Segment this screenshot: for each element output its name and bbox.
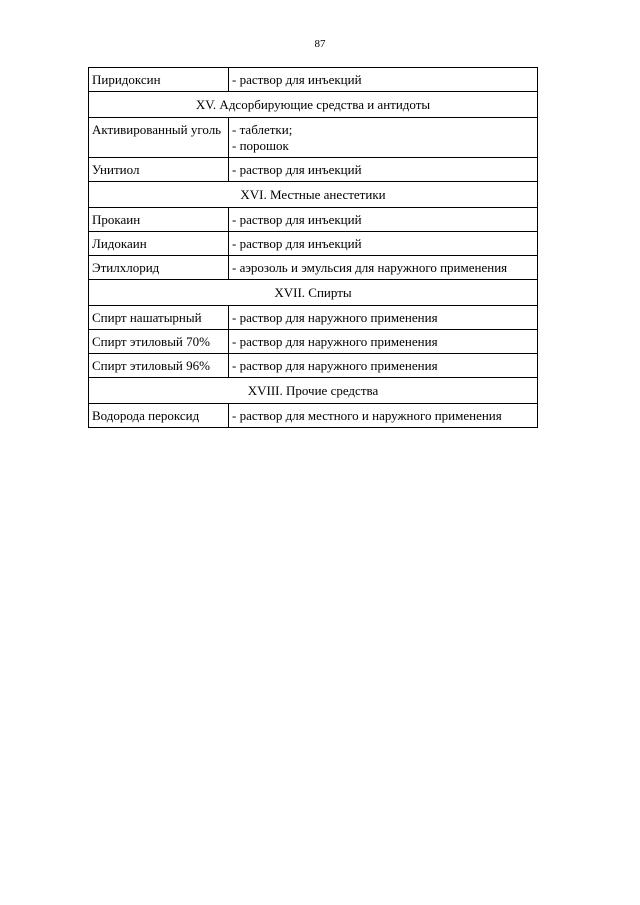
drug-row bbox=[89, 118, 538, 158]
drug-row bbox=[89, 306, 538, 330]
drug-name: Лидокаин bbox=[89, 232, 229, 256]
dosage-form: - аэрозоль и эмульсия для наружного применения bbox=[232, 260, 508, 275]
drug-row bbox=[89, 68, 538, 92]
section-title: XV. Адсорбирующие средства и антидоты bbox=[89, 92, 538, 118]
dosage-form: - раствор для инъекций bbox=[232, 72, 362, 87]
drug-row bbox=[89, 404, 538, 428]
dosage-forms bbox=[229, 208, 538, 232]
drug-row bbox=[89, 158, 538, 182]
drug-row bbox=[89, 330, 538, 354]
dosage-forms bbox=[229, 68, 538, 92]
drug-name: Прокаин bbox=[89, 208, 229, 232]
dosage-form: - раствор для инъекций bbox=[232, 212, 362, 227]
drug-name: Активированный уголь bbox=[89, 118, 229, 158]
drug-table bbox=[88, 67, 538, 428]
drug-row bbox=[89, 232, 538, 256]
dosage-forms bbox=[229, 330, 538, 354]
dosage-form: - раствор для наружного применения bbox=[232, 310, 438, 325]
section-title: XVII. Спирты bbox=[89, 280, 538, 306]
drug-name: Пиридоксин bbox=[89, 68, 229, 92]
drug-name: Спирт нашатырный bbox=[89, 306, 229, 330]
dosage-forms bbox=[229, 158, 538, 182]
section-header-row bbox=[89, 378, 538, 404]
dosage-form: - таблетки; bbox=[232, 122, 293, 137]
section-title: XVIII. Прочие средства bbox=[89, 378, 538, 404]
drug-name: Этилхлорид bbox=[89, 256, 229, 280]
dosage-form: - раствор для наружного применения bbox=[232, 358, 438, 373]
drug-row bbox=[89, 208, 538, 232]
section-header-row bbox=[89, 92, 538, 118]
page-number: 87 bbox=[314, 38, 326, 50]
drug-name: Спирт этиловый 70% bbox=[89, 330, 229, 354]
dosage-forms bbox=[229, 404, 538, 428]
dosage-forms bbox=[229, 306, 538, 330]
dosage-form: - порошок bbox=[232, 138, 289, 153]
dosage-forms bbox=[229, 354, 538, 378]
drug-name: Унитиол bbox=[89, 158, 229, 182]
dosage-form: - раствор для инъекций bbox=[232, 162, 362, 177]
section-header-row bbox=[89, 280, 538, 306]
dosage-form: - раствор для наружного применения bbox=[232, 334, 438, 349]
dosage-form: - раствор для инъекций bbox=[232, 236, 362, 251]
dosage-forms bbox=[229, 118, 538, 158]
section-header-row bbox=[89, 182, 538, 208]
section-title: XVI. Местные анестетики bbox=[89, 182, 538, 208]
dosage-form: - раствор для местного и наружного применения bbox=[232, 408, 502, 423]
dosage-forms bbox=[229, 256, 538, 280]
dosage-forms bbox=[229, 232, 538, 256]
drug-row bbox=[89, 256, 538, 280]
drug-row bbox=[89, 354, 538, 378]
drug-name: Водорода пероксид bbox=[89, 404, 229, 428]
drug-table-body bbox=[89, 68, 538, 428]
drug-name: Спирт этиловый 96% bbox=[89, 354, 229, 378]
